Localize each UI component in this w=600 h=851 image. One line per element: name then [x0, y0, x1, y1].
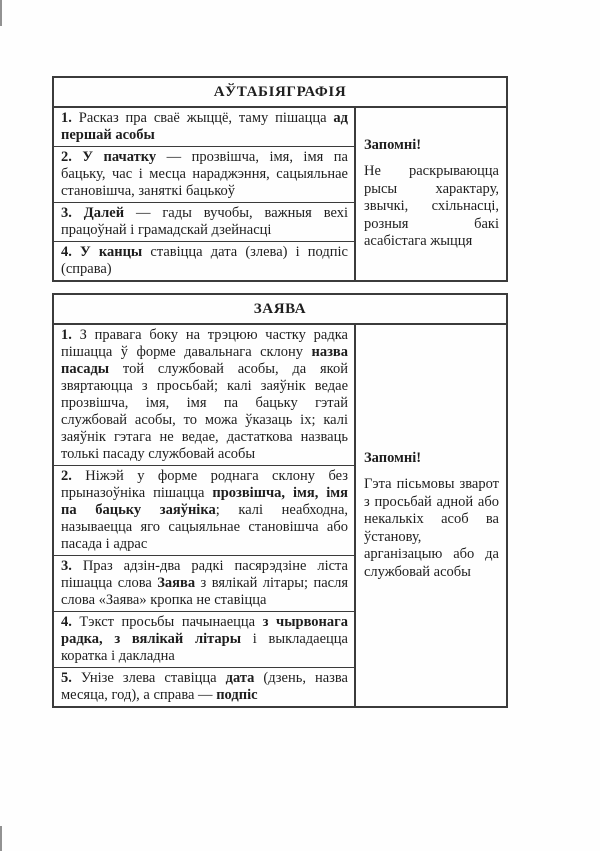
table-body	[54, 108, 506, 280]
table-row: 5. Унізе злева ставіцца дата (дзень, назва месяца, год), а справа — подпіс	[61, 670, 348, 703]
note-heading: Запомні!	[364, 450, 422, 466]
note-cell	[356, 325, 506, 706]
note-cell	[356, 108, 506, 280]
rules-column	[54, 108, 356, 280]
table-row: 1. З правага боку на трэцюю частку радка пішацца ў форме давальнага склону назва пасады той службовай асобы, да якой звяртаюцца з просьбай; калі заяўнік ведае прозвішча, імя, імя па бацьку гэтай службовай асобы, то можа ўказаць іх; калі заяўнік гэтага не ведае, дастаткова назваць толькі пасаду службовай асобы	[54, 325, 354, 466]
table-row: 4. Тэкст просьбы пачынаецца з чырвонага радка, з вялікай літары і выкладаецца коратка і дакладна	[54, 612, 354, 668]
table-row: 3. Праз адзін-два радкі пасярэдзіне ліста пішацца слова Заява з вялікай літары; пасля слова «Заява» кропка не ставіцца	[54, 556, 354, 612]
table-title-application: ЗАЯВА	[54, 295, 506, 325]
scan-artifact-top-left	[0, 0, 2, 26]
rules-column	[54, 325, 356, 706]
table-row: 2. Ніжэй у форме роднага склону без прыназоўніка пішацца прозвішча, імя, імя па бацьку заяўніка; калі неабходна, называецца яго сацыяльнае становішча або пасада і адрас	[54, 466, 354, 556]
note-body: Не раскрываюцца рысы характару, звычкі, схільнасці, розныя бакі асабістага жыцця	[364, 163, 499, 250]
note-body: Гэта пісьмовы зварот з просьбай адной або некалькіх асоб ва ўстанову, арганізацыю або да службовай асобы	[364, 476, 499, 580]
table-row: 1. Расказ пра сваё жыццё, таму пішацца ад першай асобы	[54, 108, 354, 147]
table-body	[54, 325, 506, 706]
table-title-autobiography: АЎТАБІЯГРАФІЯ	[54, 78, 506, 108]
scan-artifact-bottom-left	[0, 826, 2, 851]
table-row: 4. У канцы ставіцца дата (злева) і подпіс (справа)	[61, 244, 348, 277]
application-table	[52, 293, 508, 708]
table-row: 2. У пачатку — прозвішча, імя, імя па бацьку, час і месца нараджэння, сацыяльнае становішча, заняткі бацькоў	[54, 147, 354, 203]
note-heading: Запомні!	[364, 137, 422, 154]
autobiography-table	[52, 76, 508, 282]
table-row: 3. Далей — гады вучобы, важныя вехі працоўнай і грамадскай дзейнасці	[54, 203, 354, 242]
